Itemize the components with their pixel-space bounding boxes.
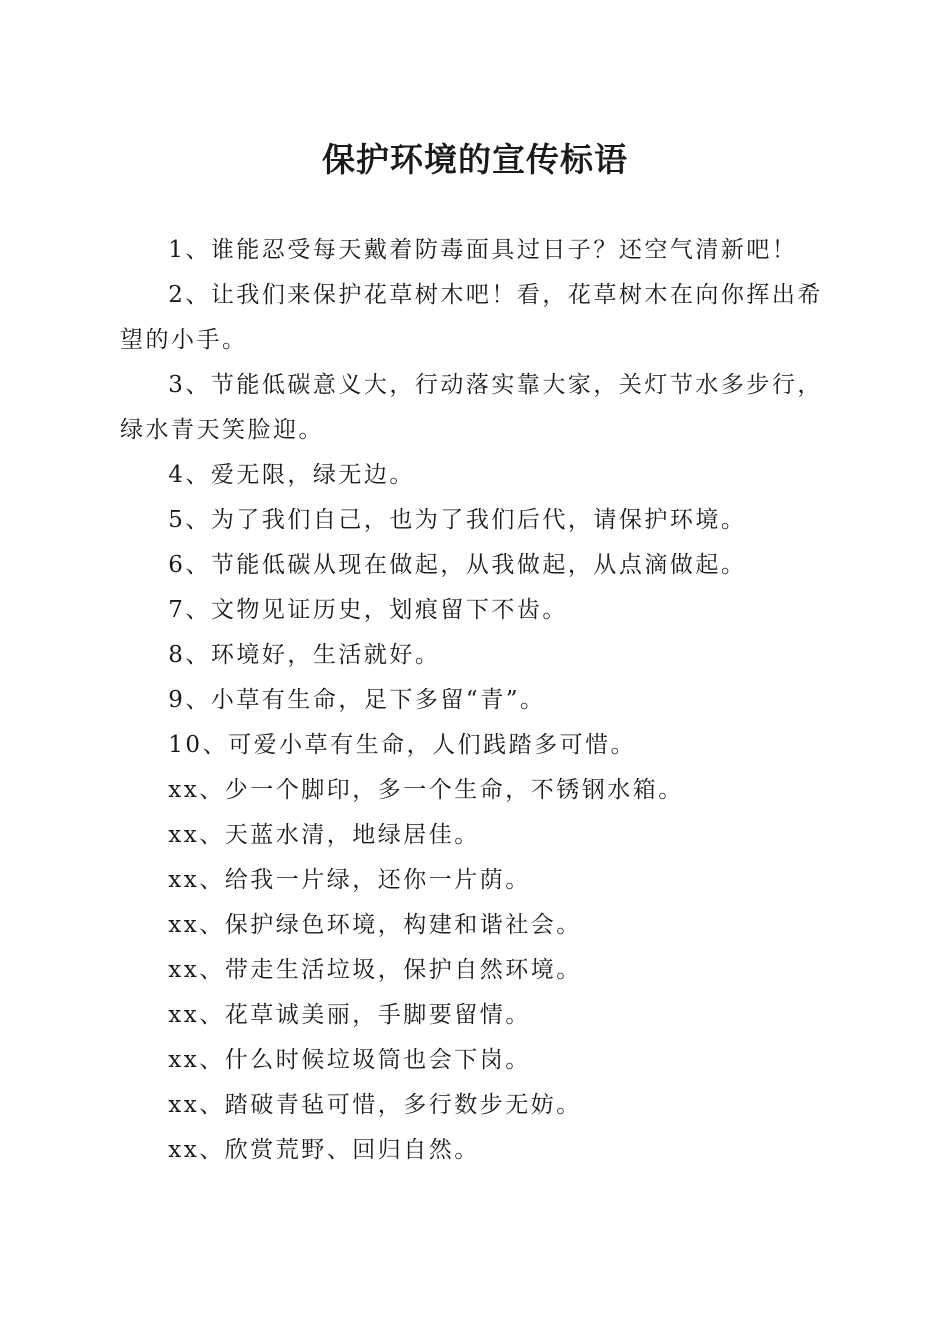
slogan-item: xx、踏破青毡可惜，多行数步无妨。	[168, 1092, 582, 1118]
slogan-item: xx、保护绿色环境，构建和谐社会。	[168, 912, 582, 938]
slogan-list	[120, 228, 830, 1173]
slogan-item: 8、环境好，生活就好。	[168, 642, 441, 668]
slogan-item: 1、谁能忍受每天戴着防毒面具过日子？还空气清新吧！	[168, 237, 798, 263]
slogan-item: xx、花草诚美丽，手脚要留情。	[168, 1002, 531, 1028]
slogan-item: 6、节能低碳从现在做起，从我做起，从点滴做起。	[168, 552, 747, 578]
slogan-item: 4、爱无限，绿无边。	[168, 462, 415, 488]
slogan-item: 10、可爱小草有生命，人们践踏多可惜。	[168, 732, 637, 758]
slogan-item: xx、天蓝水清，地绿居佳。	[168, 822, 480, 848]
slogan-item: xx、带走生活垃圾，保护自然环境。	[168, 957, 582, 983]
slogan-item: 3、节能低碳意义大，行动落实靠大家，关灯节水多步行，绿水青天笑脸迎。	[120, 372, 823, 443]
slogan-item: 5、为了我们自己，也为了我们后代，请保护环境。	[168, 507, 747, 533]
slogan-item: xx、什么时候垃圾筒也会下岗。	[168, 1047, 531, 1073]
slogan-item: xx、给我一片绿，还你一片荫。	[168, 867, 531, 893]
slogan-item: 2、让我们来保护花草树木吧！看，花草树木在向你挥出希望的小手。	[120, 282, 823, 353]
slogan-item: xx、少一个脚印，多一个生命，不锈钢水箱。	[168, 777, 684, 803]
slogan-item: 7、文物见证历史，划痕留下不齿。	[168, 597, 568, 623]
slogan-item: xx、欣赏荒野、回归自然。	[168, 1137, 480, 1163]
slogan-item: 9、小草有生命，足下多留“青”。	[168, 687, 546, 713]
document-title: 保护环境的宣传标语	[322, 140, 628, 179]
